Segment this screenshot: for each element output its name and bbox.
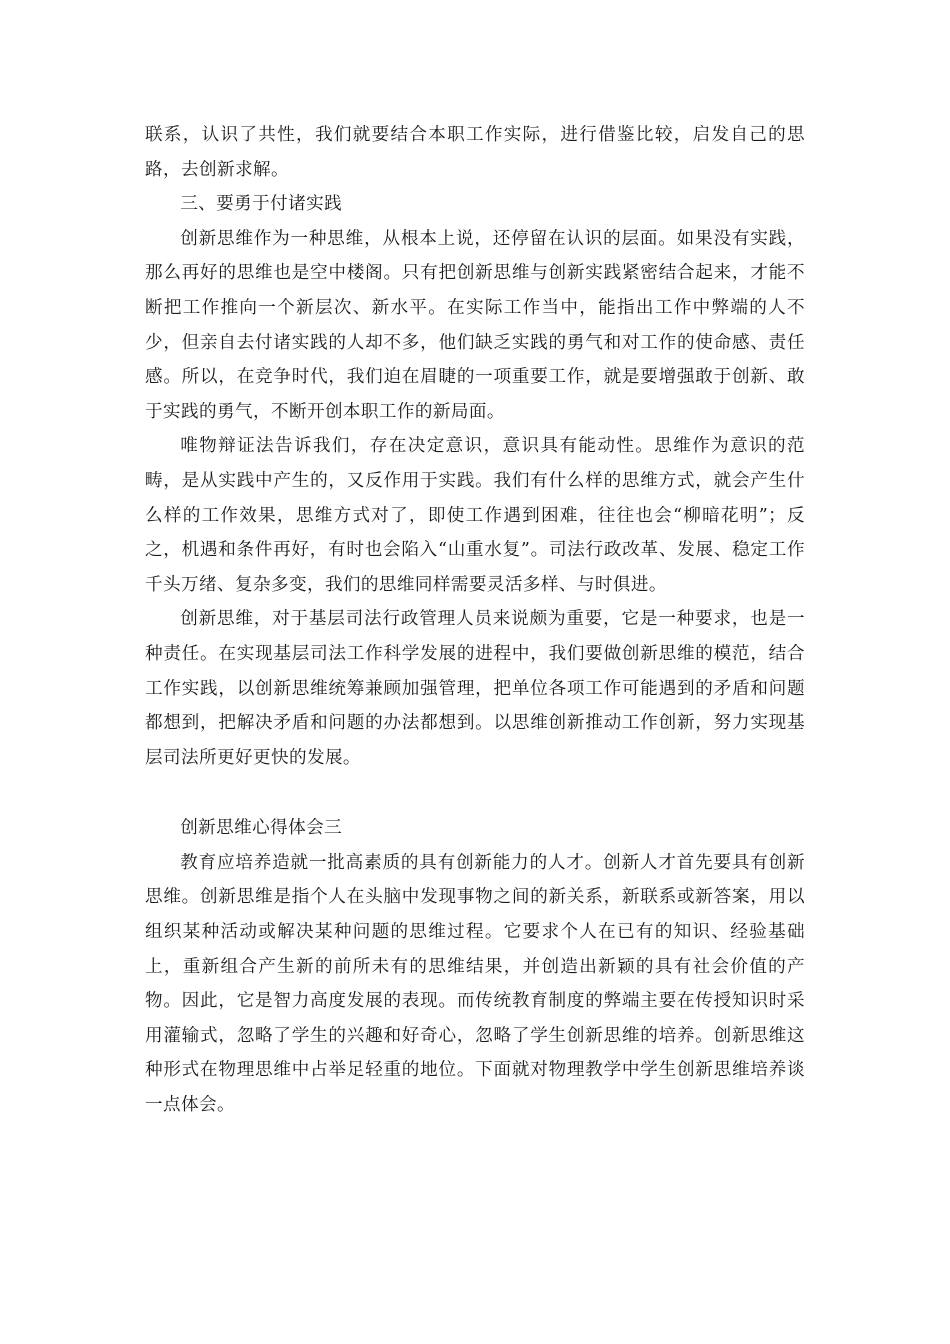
section-title: 创新思维心得体会三 xyxy=(180,818,343,839)
section-heading-3: 三、要勇于付诸实践 xyxy=(180,194,343,215)
paragraph-5: 教育应培养造就一批高素质的具有创新能力的人才。创新人才首先要具有创新思维。创新思维是指个人在头脑中发现事物之间的新关系，新联系或新答案，用以组织某种活动或解决某种问题的思维过程。它要求个人在已有的知识、经验基础上，重新组合产生新的前所未有的思维结果，并创造出新颖的具有社会价值的产物。因此，它是智力高度发展的表现。而传统教育制度的弊端主要在传授知识时采用灌输式，忽略了学生的兴趣和好奇心，忽略了学生创新思维的培养。创新思维这种形式在物理思维中占举足轻重的地位。下面就对物理教学中学生创新思维培养谈一点体会。 xyxy=(145,852,805,1116)
paragraph-3: 唯物辩证法告诉我们，存在决定意识，意识具有能动性。思维作为意识的范畴，是从实践中产生的，又反作用于实践。我们有什么样的思维方式，就会产生什么样的工作效果，思维方式对了，即使工作遇到困难，往往也会“柳暗花明”；反之，机遇和条件再好，有时也会陷入“山重水复”。司法行政改革、发展、稳定工作千头万绪、复杂多变，我们的思维同样需要灵活多样、与时俱进。 xyxy=(145,436,805,595)
document-page xyxy=(145,118,805,1123)
paragraph-4: 创新思维，对于基层司法行政管理人员来说颇为重要，它是一种要求，也是一种责任。在实现基层司法工作科学发展的进程中，我们要做创新思维的模范，结合工作实践，以创新思维统筹兼顾加强管理，把单位各项工作可能遇到的矛盾和问题都想到，把解决矛盾和问题的办法都想到。以思维创新推动工作创新，努力实现基层司法所更好更快的发展。 xyxy=(145,609,805,768)
section-spacer xyxy=(145,775,805,811)
paragraph-1: 联系，认识了共性，我们就要结合本职工作实际，进行借鉴比较，启发自己的思路，去创新求解。 xyxy=(145,125,805,180)
paragraph-2: 创新思维作为一种思维，从根本上说，还停留在认识的层面。如果没有实践，那么再好的思维也是空中楼阁。只有把创新思维与创新实践紧密结合起来，才能不断把工作推向一个新层次、新水平。在实际工作当中，能指出工作中弊端的人不少，但亲自去付诸实践的人却不多，他们缺乏实践的勇气和对工作的使命感、责任感。所以，在竞争时代，我们迫在眉睫的一项重要工作，就是要增强敢于创新、敢于实践的勇气，不断开创本职工作的新局面。 xyxy=(145,228,805,422)
